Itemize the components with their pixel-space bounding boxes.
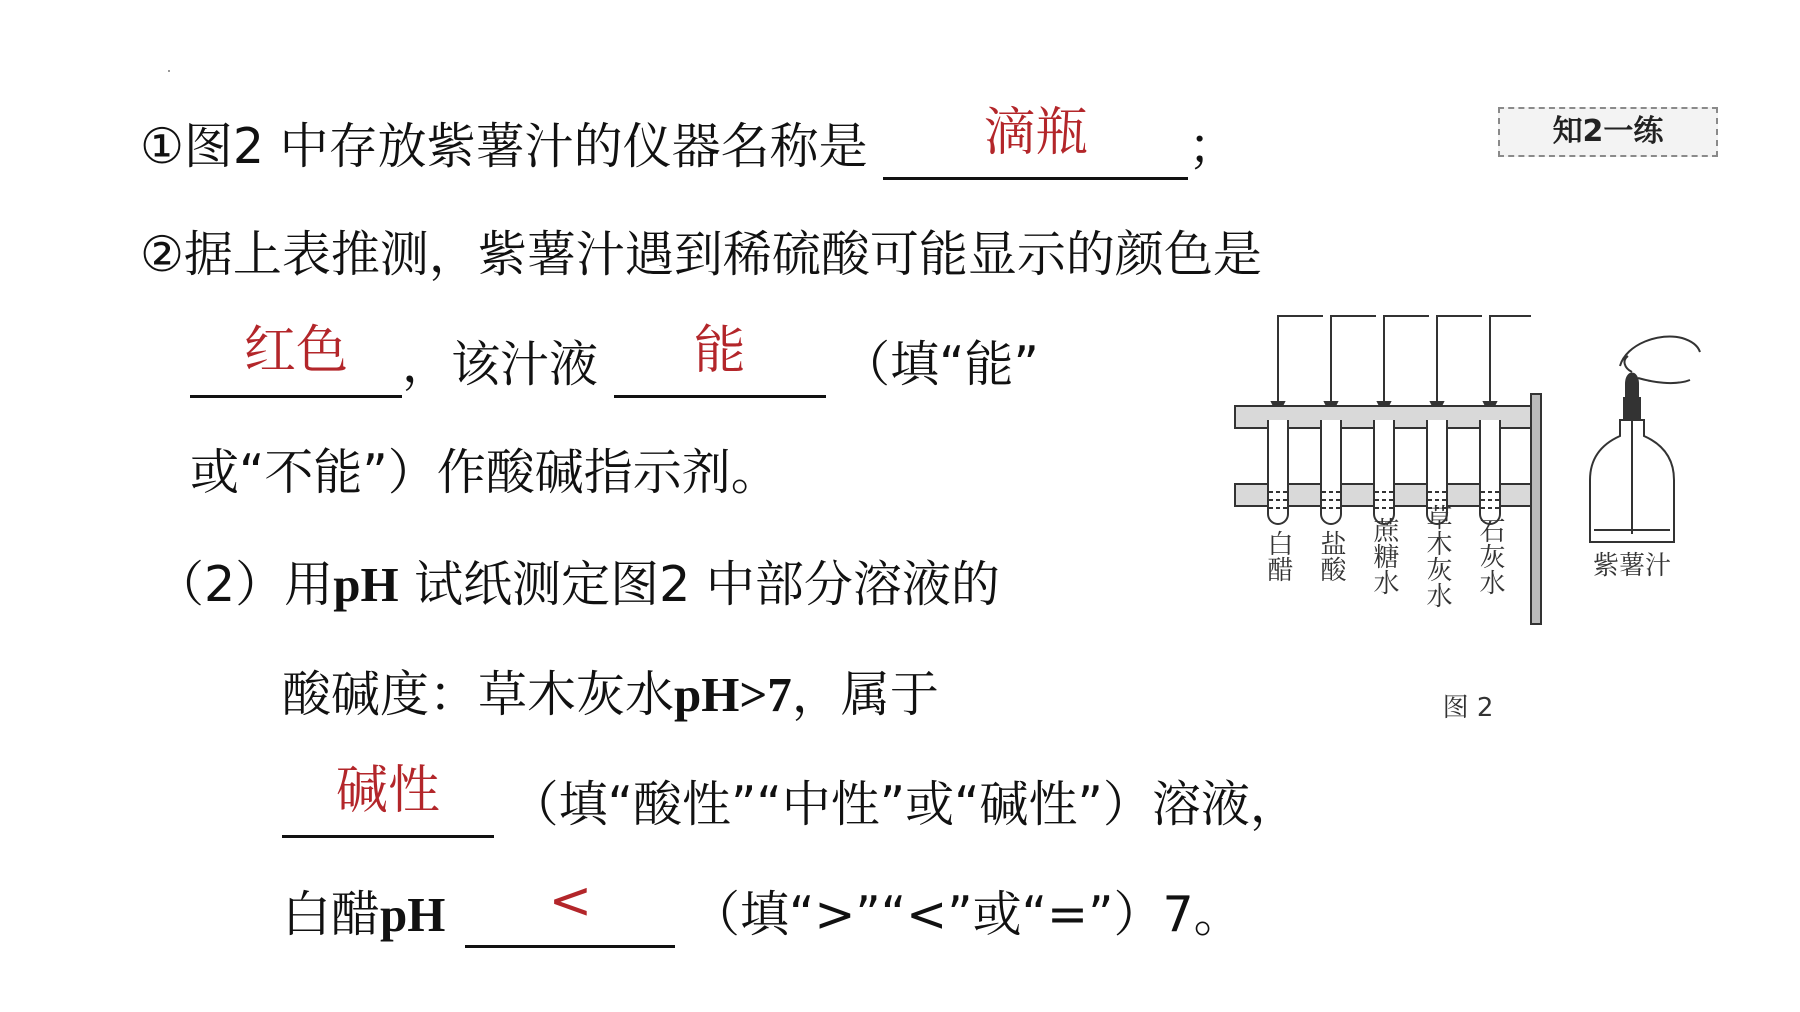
arrow-icon <box>1490 316 1531 414</box>
part-2-prefix: （2）用 <box>155 556 334 613</box>
practice-badge: 知2一练 <box>1498 107 1718 157</box>
dropper-bottle <box>1590 374 1674 543</box>
answer-color: 红色 <box>243 321 348 381</box>
answer-blank-compare[interactable] <box>465 871 675 948</box>
tube-label: 蔗糖水 <box>1369 517 1399 595</box>
test-tube <box>1268 420 1288 524</box>
question-1-text: ①图2 中存放紫薯汁的仪器名称是 <box>140 118 884 175</box>
part-2-line-1 <box>155 555 1000 615</box>
tube-label: 盐酸 <box>1316 530 1346 582</box>
ph-label-2: pH <box>380 887 446 942</box>
part-2-line-2-start: 酸碱度：草木灰水 <box>282 666 675 723</box>
answer-nature: 碱性 <box>335 761 440 821</box>
tube-label: 草木灰水 <box>1422 504 1452 608</box>
answer-blank-instrument[interactable] <box>883 103 1188 180</box>
part-2-line-4-rest: （填“>”“<”或“=”）7。 <box>675 886 1243 943</box>
figure-2-diagram <box>1228 302 1708 742</box>
test-tube <box>1374 420 1394 524</box>
answer-blank-color[interactable] <box>190 321 402 398</box>
part-2-line-3 <box>282 761 1299 835</box>
arrow-icon <box>1384 316 1429 414</box>
arrow-icon <box>1437 316 1482 414</box>
part-2-line-4 <box>282 871 1243 945</box>
part-2-line-4-start: 白醋 <box>282 886 381 943</box>
ph-value-text: pH>7 <box>674 667 792 722</box>
answer-indicator: 能 <box>693 321 746 381</box>
arrow-icon <box>1278 316 1323 414</box>
part-2-line-2-end: ，属于 <box>791 666 939 723</box>
bottle-label: 紫薯汁 <box>1592 551 1672 581</box>
test-tube <box>1321 420 1341 524</box>
question-1-end: ； <box>1188 118 1238 175</box>
tube-label: 石灰水 <box>1475 517 1505 595</box>
figure-caption: 图 2 <box>1442 693 1494 723</box>
question-2-line-1: ②据上表推测，紫薯汁遇到稀硫酸可能显示的颜色是 <box>140 226 1262 283</box>
arrow-icon <box>1331 316 1376 414</box>
tube-label: 白醋 <box>1263 530 1293 582</box>
question-2-mid: ，该汁液 <box>402 336 614 393</box>
question-2-line-3: 或“不能”）作酸碱指示剂。 <box>190 444 780 501</box>
question-2-note: （填“能” <box>825 336 1039 393</box>
stray-dot <box>168 70 170 72</box>
part-2-line-3-rest: （填“酸性”“中性”或“碱性”）溶液， <box>494 776 1299 833</box>
question-2-line-2 <box>190 321 1039 395</box>
rack-post <box>1531 394 1541 624</box>
answer-instrument: 滴瓶 <box>983 103 1088 163</box>
part-2-line-2 <box>282 665 939 725</box>
answer-compare: < <box>548 871 593 931</box>
ph-label: pH <box>333 557 399 612</box>
answer-blank-nature[interactable] <box>282 761 494 838</box>
part-2-line-1-rest: 试纸测定图2 中部分溶液的 <box>398 556 1000 613</box>
answer-blank-indicator[interactable] <box>614 321 826 398</box>
question-1-line <box>140 103 1238 177</box>
test-tube <box>1480 420 1500 524</box>
